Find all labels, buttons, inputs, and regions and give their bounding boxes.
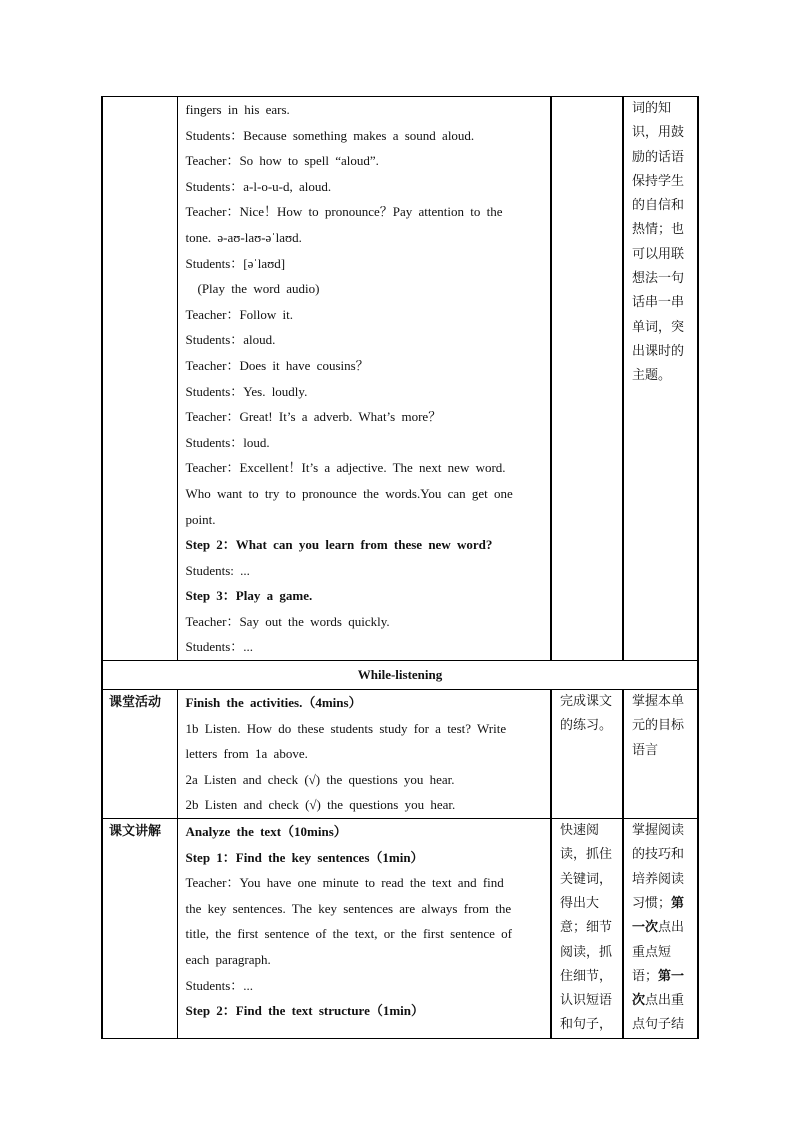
dialogue-line: Students：aloud.	[185, 332, 276, 348]
row3-activity-line: 读，抓住	[560, 847, 613, 863]
row3-note-line	[632, 941, 693, 965]
row2-note-line: 语言	[632, 742, 659, 758]
row2-note-cell	[623, 690, 698, 819]
row3-activity-line: 快速阅	[560, 823, 600, 839]
dialogue-line: Students：[əˈlaʊd]	[185, 255, 286, 271]
row2-main-text	[186, 690, 545, 818]
row3-note-segment: 次	[632, 993, 646, 1009]
dialogue-line: Teacher：So how to spell “aloud”.	[185, 153, 379, 169]
row3-note-segment: 语；	[632, 968, 659, 984]
row2-activity-text	[560, 690, 618, 739]
row1-note-line: 想法一句	[632, 271, 685, 287]
row3-note-segment: 点出	[658, 920, 685, 936]
row3-activity-cell	[551, 819, 623, 1039]
row1-note-cell	[623, 97, 698, 661]
row1-note-line: 出课时的	[632, 343, 685, 359]
row1-note-line: 热情；也	[632, 222, 685, 238]
row3-note-line	[632, 1013, 693, 1037]
row1-activity-cell	[551, 97, 623, 661]
row3-note-segment: 习惯；	[632, 895, 672, 911]
row3-note-segment: 掌握阅读	[632, 823, 685, 839]
row2-note-text	[632, 690, 693, 763]
row3-activity-line: 认识短语	[560, 993, 613, 1009]
dialogue-line: Who want to try to pronounce the words.You can get one	[185, 485, 513, 501]
dialogue-line: Teacher：Nice！How to pronounce？Pay attention to the	[185, 204, 503, 220]
dialogue-line: Teacher：Follow it.	[185, 306, 294, 322]
dialogue-line: Teacher：Excellent！It’s a adjective. The next new word.	[185, 460, 506, 476]
row3-note-line	[632, 989, 693, 1013]
dialogue-line: point.	[185, 511, 216, 527]
row3-note-line	[632, 965, 693, 989]
row3-note-segment: 第	[671, 895, 685, 911]
row3-main-text	[186, 819, 545, 1024]
dialogue-line: Step 3：Play a game.	[185, 588, 313, 604]
row1-main-text	[186, 97, 545, 660]
row3-note-segment: 培养阅读	[632, 871, 685, 887]
row3-activity-line: 得出大	[560, 895, 600, 911]
row1-note-line: 识，用鼓	[632, 125, 685, 141]
row3-note-text	[632, 819, 693, 1038]
row1-note-line: 可以用联	[632, 246, 685, 262]
row3-activity-line: 意；细节	[560, 920, 613, 936]
analysis-line: Teacher：You have one minute to read the text and find	[185, 875, 504, 891]
dialogue-line: Teacher：Say out the words quickly.	[185, 613, 390, 629]
dialogue-line: Students：Because something makes a sound aloud.	[185, 127, 475, 143]
row3-note-line	[632, 916, 693, 940]
row2-note-line: 掌握本单	[632, 694, 685, 710]
analysis-line: Step 2：Find the text structure（1min）	[185, 1003, 425, 1019]
row3-note-segment: 第一	[658, 968, 685, 984]
row3-activity-line: 关键词，	[560, 871, 613, 887]
analysis-line: the key sentences. The key sentences are always from the	[185, 900, 512, 916]
row2-main-cell	[177, 690, 551, 819]
row1-label-cell	[102, 97, 177, 661]
activity-line: letters from 1a above.	[185, 746, 308, 762]
row2-activity-line: 的练习。	[560, 718, 613, 734]
row3-note-segment: 重点短	[632, 944, 672, 960]
row3-activity-text	[560, 819, 618, 1038]
row3-activity-line: 阅读，抓	[560, 944, 613, 960]
section-header-row	[102, 661, 698, 690]
row2-note-line: 元的目标	[632, 718, 685, 734]
dialogue-line: fingers in his ears.	[185, 102, 290, 117]
dialogue-line: Step 2：What can you learn from these new word?	[185, 537, 493, 553]
dialogue-line: tone. ə-aʊ-laʊ-əˈlaʊd.	[185, 229, 302, 245]
row3-label: 课文讲解	[109, 824, 162, 840]
row2-activity-cell	[551, 690, 623, 819]
row1-note-line: 励的话语	[632, 149, 685, 165]
row3-main-cell	[177, 819, 551, 1039]
row1-main-cell	[177, 97, 551, 661]
activity-row	[102, 690, 698, 819]
activity-line: Finish the activities.（4mins）	[185, 695, 362, 711]
row3-note-segment: 点句子结	[632, 1017, 685, 1033]
activity-line: 1b Listen. How do these students study for a test? Write	[185, 720, 507, 736]
row1-note-line: 词的知	[632, 101, 672, 116]
analysis-line: Step 1：Find the key sentences（1min）	[185, 849, 424, 865]
row1-note-line: 单词，突	[632, 319, 685, 335]
dialogue-line: (Play the word audio)	[197, 281, 320, 297]
row3-activity-line: 住细节，	[560, 968, 613, 984]
row1-note-text	[632, 97, 693, 389]
row1-note-line: 主题。	[632, 368, 672, 384]
row3-note-line	[632, 843, 693, 867]
analysis-line: each paragraph.	[185, 952, 271, 967]
row3-note-cell	[623, 819, 698, 1039]
dialogue-row	[102, 97, 698, 661]
row2-label-cell	[102, 690, 177, 819]
analysis-line: Analyze the text（10mins）	[185, 824, 347, 840]
row3-activity-line: 和句子，	[560, 1017, 613, 1033]
analysis-line: title, the first sentence of the text, or the first sentence of	[185, 926, 512, 942]
dialogue-line: Teacher：Great! It’s a adverb. What’s more？	[185, 409, 442, 425]
analysis-line: Students：...	[185, 977, 254, 993]
dialogue-line: Teacher：Does it have cousins？	[185, 357, 369, 373]
row3-label-cell	[102, 819, 177, 1039]
row1-note-line: 的自信和	[632, 198, 685, 214]
row3-note-line	[632, 868, 693, 892]
dialogue-line: Students：Yes. loudly.	[185, 383, 308, 399]
activity-line: 2b Listen and check (√) the questions you hear.	[185, 797, 456, 813]
row3-note-segment: 一次	[632, 920, 659, 936]
dialogue-line: Students: ...	[185, 562, 250, 578]
row3-note-segment: 点出重	[645, 993, 685, 1009]
section-header: While-listening	[102, 661, 698, 690]
row2-label: 课堂活动	[109, 695, 162, 711]
dialogue-line: Students：a-l-o-u-d, aloud.	[185, 178, 332, 194]
row1-note-line: 话串一串	[632, 295, 685, 311]
dialogue-line: Students：...	[185, 639, 254, 655]
row2-activity-line: 完成课文	[560, 694, 613, 710]
row1-note-line: 保持学生	[632, 173, 685, 189]
text-analysis-row	[102, 819, 698, 1039]
row3-note-segment: 的技巧和	[632, 847, 685, 863]
row3-note-line	[632, 892, 693, 916]
activity-line: 2a Listen and check (√) the questions you hear.	[185, 771, 455, 787]
lesson-plan-table	[101, 96, 699, 1039]
dialogue-line: Students：loud.	[185, 434, 270, 450]
row3-note-line	[632, 819, 693, 843]
